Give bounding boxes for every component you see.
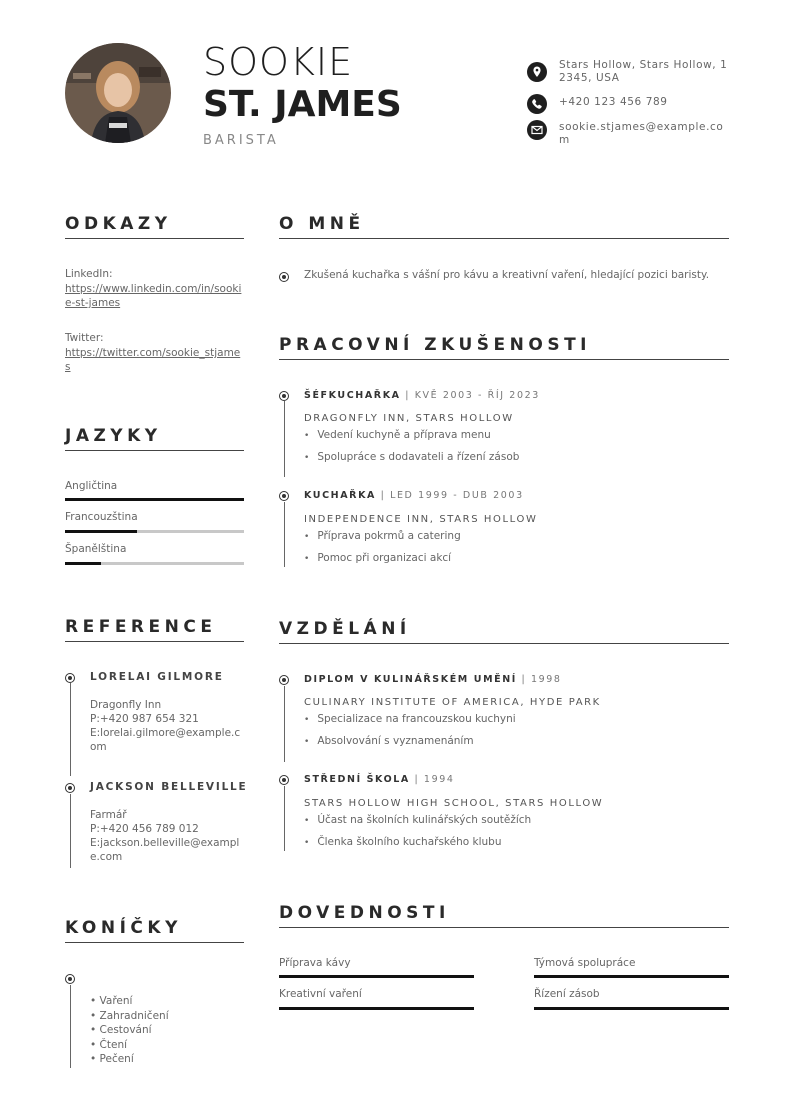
- location-pin-icon: [527, 62, 547, 82]
- hobbies-heading: KONÍČKY: [65, 918, 182, 938]
- language-name: Španělština: [65, 543, 127, 555]
- skill-level-track: [279, 1007, 474, 1010]
- experience-title: ŠÉFKUCHAŘKA | KVĚ 2003 - ŘÍJ 2023: [304, 390, 540, 401]
- skill-level-track: [534, 1007, 729, 1010]
- references-heading: REFERENCE: [65, 617, 217, 637]
- experience-heading: PRACOVNÍ ZKUŠENOSTI: [279, 335, 592, 355]
- first-name: SOOKIE: [203, 40, 354, 84]
- language-level-bar: [65, 498, 244, 501]
- experience-divider: [279, 359, 729, 360]
- skill-name: Týmová spolupráce: [534, 957, 636, 969]
- links-divider: [65, 238, 244, 239]
- timeline-line: [284, 686, 285, 762]
- language-level-bar: [65, 530, 137, 533]
- twitter-label: Twitter:: [65, 332, 104, 344]
- timeline-dot: [279, 272, 289, 282]
- experience-bullet: • Spolupráce s dodavateli a řízení zásob: [304, 451, 519, 463]
- language-name: Francouzština: [65, 511, 138, 523]
- language-level-track: [65, 562, 244, 565]
- skills-heading: DOVEDNOSTI: [279, 903, 450, 923]
- education-org: CULINARY INSTITUTE OF AMERICA, HYDE PARK: [304, 697, 601, 708]
- last-name: ST. JAMES: [203, 84, 402, 125]
- timeline-dot: [65, 974, 75, 984]
- education-title: DIPLOM V KULINÁŘSKÉM UMĚNÍ | 1998: [304, 674, 562, 685]
- links-heading: ODKAZY: [65, 214, 172, 234]
- about-heading: O MNĚ: [279, 214, 365, 234]
- skill-name: Příprava kávy: [279, 957, 351, 969]
- education-bullet: • Členka školního kuchařského klubu: [304, 836, 501, 848]
- experience-bullet: • Příprava pokrmů a catering: [304, 530, 461, 542]
- skill-level-bar: [279, 1007, 474, 1010]
- timeline-dot: [65, 673, 75, 683]
- hobbies-list: [90, 994, 169, 1067]
- contact-phone: +420 123 456 789: [559, 96, 668, 108]
- reference-role: Dragonfly Inn: [90, 699, 162, 711]
- language-name: Angličtina: [65, 480, 118, 492]
- education-bullet: • Účast na školních kulinářských soutěžích: [304, 814, 531, 826]
- language-level-track: [65, 498, 244, 501]
- skill-level-bar: [279, 975, 474, 978]
- reference-role: Farmář: [90, 809, 127, 821]
- skill-level-track: [534, 975, 729, 978]
- skills-divider: [279, 927, 729, 928]
- timeline-line: [284, 786, 285, 851]
- experience-bullet: • Vedení kuchyně a příprava menu: [304, 429, 491, 441]
- hobbies-divider: [65, 942, 244, 943]
- timeline-dot: [65, 783, 75, 793]
- reference-name: JACKSON BELLEVILLE: [90, 781, 248, 793]
- hobby-item: • Čtení: [90, 1038, 169, 1053]
- hobby-item: • Cestování: [90, 1023, 169, 1038]
- timeline-line: [284, 401, 285, 477]
- contact-email: sookie.stjames@example.com: [559, 121, 724, 146]
- profile-photo: [65, 43, 171, 143]
- education-date: 1998: [530, 674, 562, 685]
- language-level-track: [65, 530, 244, 533]
- envelope-icon: [527, 120, 547, 140]
- education-bullet: • Absolvování s vyznamenáním: [304, 735, 474, 747]
- twitter-link[interactable]: https://twitter.com/sookie_stjames: [65, 347, 241, 373]
- contact-address: Stars Hollow, Stars Hollow, 12345, USA: [559, 59, 728, 84]
- education-heading: VZDĚLÁNÍ: [279, 619, 411, 639]
- experience-org: INDEPENDENCE INN, STARS HOLLOW: [304, 514, 538, 525]
- timeline-line: [284, 502, 285, 567]
- reference-name: LORELAI GILMORE: [90, 671, 224, 683]
- hobby-item: • Pečení: [90, 1052, 169, 1067]
- timeline-line: [70, 683, 71, 776]
- education-org: STARS HOLLOW HIGH SCHOOL, STARS HOLLOW: [304, 798, 604, 809]
- hobby-item: • Zahradničení: [90, 1009, 169, 1024]
- experience-title: KUCHAŘKA | LED 1999 - DUB 2003: [304, 490, 524, 501]
- reference-phone: P:+420 456 789 012: [90, 823, 199, 835]
- reference-email: E:jackson.belleville@example.com: [90, 837, 240, 863]
- linkedin-link[interactable]: https://www.linkedin.com/in/sookie-st-james: [65, 283, 242, 309]
- education-divider: [279, 643, 729, 644]
- languages-divider: [65, 450, 244, 451]
- skill-name: Řízení zásob: [534, 988, 600, 1000]
- skill-name: Kreativní vaření: [279, 988, 362, 1000]
- timeline-dot: [279, 391, 289, 401]
- job-title: BARISTA: [203, 133, 279, 148]
- experience-bullet: • Pomoc při organizaci akcí: [304, 552, 451, 564]
- skill-level-track: [279, 975, 474, 978]
- linkedin-label: LinkedIn:: [65, 268, 113, 280]
- timeline-dot: [279, 775, 289, 785]
- experience-org: DRAGONFLY INN, STARS HOLLOW: [304, 413, 514, 424]
- timeline-line: [70, 794, 71, 868]
- about-text: Zkušená kuchařka s vášní pro kávu a kreativní vaření, hledající pozici baristy.: [304, 269, 710, 281]
- reference-phone: P:+420 987 654 321: [90, 713, 199, 725]
- timeline-dot: [279, 675, 289, 685]
- skill-level-bar: [534, 1007, 729, 1010]
- phone-icon: [527, 94, 547, 114]
- education-date: 1994: [423, 774, 455, 785]
- hobby-item: • Vaření: [90, 994, 169, 1009]
- experience-date: LED 1999 - DUB 2003: [390, 490, 524, 501]
- language-level-bar: [65, 562, 101, 565]
- references-divider: [65, 641, 244, 642]
- reference-email: E:lorelai.gilmore@example.com: [90, 727, 241, 753]
- timeline-dot: [279, 491, 289, 501]
- skill-level-bar: [534, 975, 729, 978]
- timeline-line: [70, 985, 71, 1068]
- experience-date: KVĚ 2003 - ŘÍJ 2023: [414, 390, 540, 401]
- education-bullet: • Specializace na francouzskou kuchyni: [304, 713, 516, 725]
- about-divider: [279, 238, 729, 239]
- education-title: STŘEDNÍ ŠKOLA | 1994: [304, 774, 455, 785]
- languages-heading: JAZYKY: [65, 426, 162, 446]
